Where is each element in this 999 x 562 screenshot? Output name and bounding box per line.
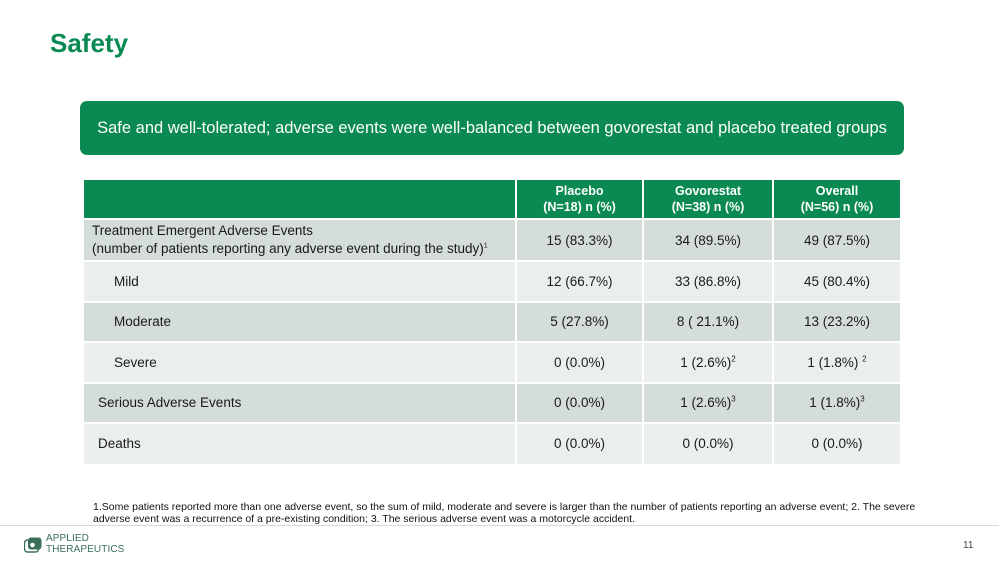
table-row-serious	[84, 383, 900, 424]
row-label: Deaths	[84, 423, 516, 464]
logo-text-line2: THERAPEUTICS	[46, 543, 125, 555]
overall-value: 49 (87.5%)	[773, 219, 900, 261]
placebo-value: 0 (0.0%)	[516, 383, 643, 424]
placebo-value: 12 (66.7%)	[516, 261, 643, 302]
table-row-deaths	[84, 423, 900, 464]
table-header-row	[84, 180, 900, 219]
footnote: 1.Some patients reported more than one adverse event, so the sum of mild, moderate and severe is larger than the number of patients reporting an adverse event; 2. The severe adverse event was a recurrence of a pre-existing condition; 3. The serious adverse event was a motorcycle accident.	[93, 501, 916, 525]
row-label: Severe	[84, 342, 516, 383]
govorestat-value: 1 $(2.6\%)^3$	[643, 383, 773, 424]
govorestat-value: 0 (0.0%)	[643, 423, 773, 464]
header-cell-empty	[84, 180, 516, 219]
govorestat-value: 34 (89.5%)	[643, 219, 773, 261]
govorestat-value: 8 ( 21.1%)	[643, 302, 773, 343]
placebo-value: 5 (27.8%)	[516, 302, 643, 343]
company-logo	[24, 534, 124, 555]
footnote-marker: 2	[862, 354, 867, 364]
summary-banner: Safe and well-tolerated; adverse events were well-balanced between govorestat and placebo treated groups	[80, 101, 904, 155]
row-label: Treatment Emergent Adverse Events (number of patients reporting any adverse event during the study)$^1$	[84, 219, 516, 261]
overall-value: 1 (1.8%) $^2$	[773, 342, 900, 383]
page-number: 11	[963, 540, 974, 551]
row-label: Moderate	[84, 302, 516, 343]
govorestat-value: 33 (86.8%)	[643, 261, 773, 302]
overall-value: 13 (23.2%)	[773, 302, 900, 343]
overall-value: 45 (80.4%)	[773, 261, 900, 302]
header-cell-placebo: Placebo (N=18) n (%)	[516, 180, 643, 219]
footnote-marker: 3	[860, 394, 865, 404]
header-cell-overall: Overall (N=56) n (%)	[773, 180, 900, 219]
placebo-value: 0 (0.0%)	[516, 342, 643, 383]
overall-value: 1 $(1.8\%)^3$	[773, 383, 900, 424]
footnote-marker: 3	[731, 394, 736, 404]
govorestat-value: 1 $(2.6\%)^2$	[643, 342, 773, 383]
logo-text-line1: APPLIED	[46, 533, 89, 544]
placebo-value: 15 (83.3%)	[516, 219, 643, 261]
row-label: Mild	[84, 261, 516, 302]
logo-mark-icon	[24, 537, 42, 553]
header-cell-govorestat: Govorestat (N=38) n (%)	[643, 180, 773, 219]
table-row-severe	[84, 342, 900, 383]
footer-divider	[0, 525, 999, 526]
safety-table	[84, 180, 900, 464]
footnote-marker: 2	[731, 354, 736, 364]
table-row-mild	[84, 261, 900, 302]
row-label: Serious Adverse Events	[84, 383, 516, 424]
table-row-moderate	[84, 302, 900, 343]
overall-value: 0 (0.0%)	[773, 423, 900, 464]
page-title: Safety	[50, 28, 129, 58]
placebo-value: 0 (0.0%)	[516, 423, 643, 464]
table-row-teae	[84, 219, 900, 261]
